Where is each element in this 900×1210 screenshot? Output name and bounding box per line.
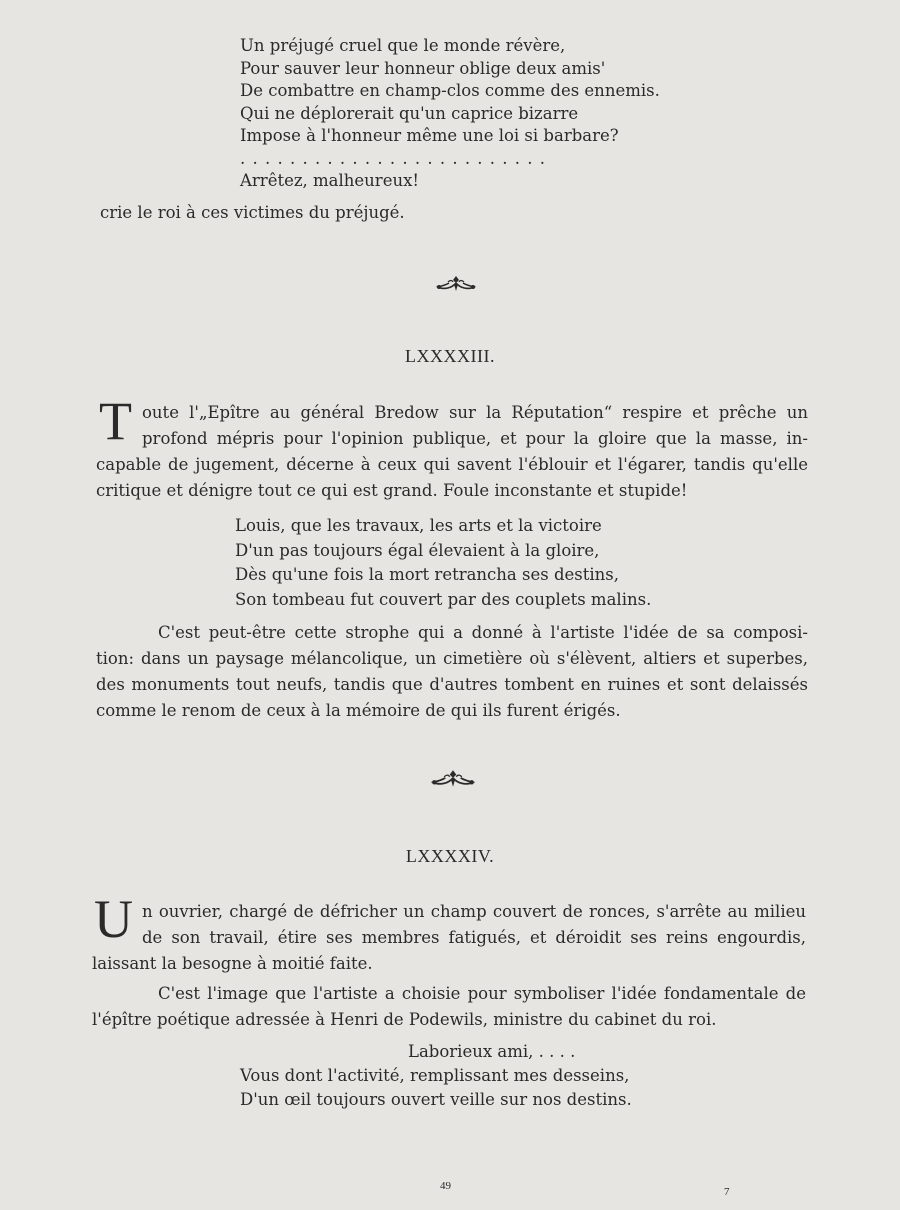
paragraph-line: de son travail, étire ses membres fatigués, et déroidit ses reins engourdis, (142, 928, 806, 947)
paragraph-line: profond mépris pour l'opinion publique, et pour la gloire que la masse, in- (142, 429, 808, 448)
paragraph-line: C'est l'image que l'artiste a choisie pour symboliser l'idée fondamentale de (158, 984, 806, 1003)
paragraph (92, 981, 806, 1033)
verse-line: D'un pas toujours égal élevaient à la gloire, (235, 540, 600, 560)
verse-line: Un préjugé cruel que le monde révère, (240, 36, 566, 55)
verse-line: Laborieux ami, . . . . (408, 1042, 576, 1061)
verse-block (235, 514, 651, 612)
verse-line: Son tombeau fut couvert par des couplets malins. (235, 589, 652, 609)
paragraph (96, 620, 808, 724)
signature-mark: 7 (724, 1186, 730, 1198)
page-number: 49 (440, 1180, 451, 1192)
paragraph-line: l'épître poétique adressée à Henri de Podewils, ministre du cabinet du roi. (92, 1010, 717, 1029)
drop-cap: U (94, 889, 133, 949)
verse-line: Dès qu'une fois la mort retrancha ses destins, (235, 565, 619, 584)
verse-line: De combattre en champ-clos comme des ennemis. (240, 81, 660, 100)
verse-line: Impose à l'honneur même une loi si barbare? (240, 126, 619, 145)
paragraph-line: critique et dénigre tout ce qui est grand. Foule inconstante et stupide! (96, 481, 688, 500)
paragraph-line: oute l'„Epître au général Bredow sur la Réputation“ respire et prêche un (142, 403, 808, 422)
verse-line: Vous dont l'activité, remplissant mes desseins, (240, 1066, 630, 1085)
ellipsis-line: . . . . . . . . . . . . . . . . . . . . . . . . . (240, 148, 546, 168)
verse-line: D'un œil toujours ouvert veille sur nos destins. (240, 1090, 632, 1109)
section-heading: LXXXXIV. (405, 846, 495, 866)
verse-continuation: crie le roi à ces victimes du préjugé. (100, 203, 405, 222)
paragraph-line: comme le renom de ceux à la mémoire de qui ils furent érigés. (96, 701, 621, 720)
verse-line: Louis, que les travaux, les arts et la victoire (235, 516, 602, 535)
verse-line: Arrêtez, malheureux! (240, 171, 420, 190)
paragraph-line: capable de jugement, décerne à ceux qui savent l'éblouir et l'égarer, tandis qu'elle (96, 455, 808, 474)
section-heading: LXXXXIII. (405, 346, 495, 366)
paragraph-line: laissant la besogne à moitié faite. (92, 954, 373, 973)
verse-top (240, 35, 660, 193)
fleuron-ornament-icon (428, 768, 478, 790)
paragraph-line: des monuments tout neufs, tandis que d'autres tombent en ruines et sont delaissés (96, 675, 808, 694)
paragraph-line: tion: dans un paysage mélancolique, un cimetière où s'élèvent, altiers et superbes, (96, 649, 808, 668)
verse-line: Qui ne déplorerait qu'un caprice bizarre (240, 103, 579, 123)
paragraph (96, 400, 808, 504)
paragraph-line: C'est peut-être cette strophe qui a donné à l'artiste l'idée de sa composi- (158, 623, 808, 642)
verse-line: Pour sauver leur honneur oblige deux amis' (240, 58, 606, 78)
paragraph-line: n ouvrier, chargé de défricher un champ couvert de ronces, s'arrête au milieu (142, 902, 806, 921)
paragraph (92, 899, 806, 977)
drop-cap: T (99, 391, 132, 451)
fleuron-ornament-icon (434, 274, 478, 294)
verse-block (240, 1040, 632, 1112)
